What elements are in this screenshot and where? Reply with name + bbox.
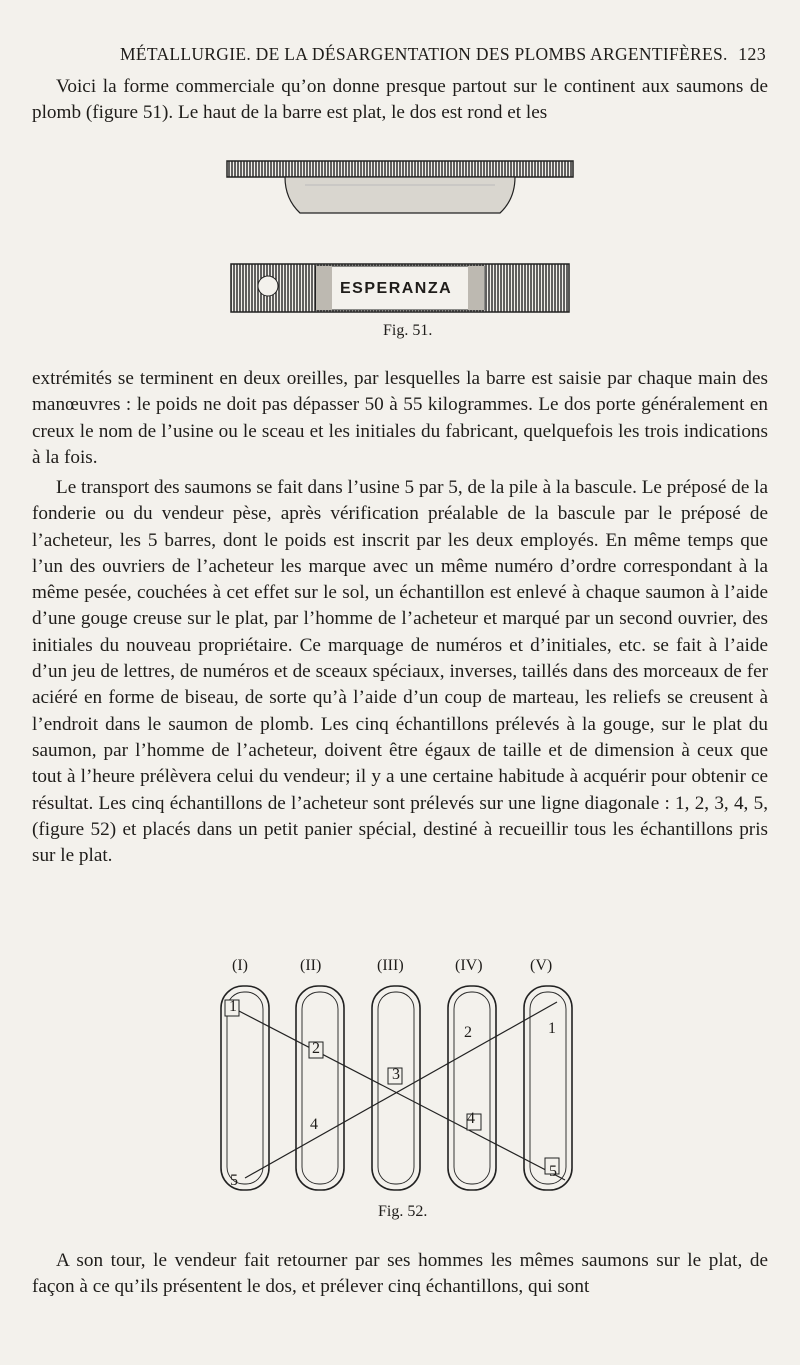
bar-3	[372, 986, 420, 1190]
right-number-4: 4	[467, 1110, 475, 1127]
figure-51-side-view	[225, 155, 575, 225]
sample-number-2: 2	[312, 1040, 320, 1057]
paragraph-1: Voici la forme commerciale qu’on donne presque partout sur le continent aux saumons de plomb (figure 51). Le haut de la barre est plat, le dos est rond et les	[32, 76, 768, 124]
sample-number-4: 4	[310, 1116, 318, 1133]
column-label-4: (IV)	[455, 957, 483, 974]
bar-1	[221, 986, 269, 1190]
column-label-5: (V)	[530, 957, 553, 974]
figure-52-caption: Fig. 52.	[378, 1203, 428, 1220]
sample-number-3: 3	[392, 1066, 400, 1083]
figure-51-stamp-text: ESPERANZA	[340, 280, 453, 297]
column-label-2: (II)	[300, 957, 322, 974]
sample-number-5: 5	[230, 1172, 238, 1189]
paragraph-4: A son tour, le vendeur fait retourner par ses hommes les mêmes saumons sur le plat, de façon à ce qu’ils présentent le dos, et prélever cinq échantillons, qui sont	[32, 1250, 768, 1298]
figure-51-caption: Fig. 51.	[383, 322, 433, 339]
right-number-2: 2	[464, 1024, 472, 1041]
seal-icon	[258, 276, 278, 296]
page-number: 123	[738, 44, 766, 64]
running-title: MÉTALLURGIE. DE LA DÉSARGENTATION DES PLOMBS ARGENTIFÈRES.	[120, 44, 728, 64]
bar-2	[296, 986, 344, 1190]
paragraph-3: Le transport des saumons se fait dans l’usine 5 par 5, de la pile à la bascule. Le préposé de la fonderie ou du vendeur pèse, après vérification préalable de la bascule par le préposé de l’acheteur, les 5 barres, dont le poids est inscrit par les deux employés. En même temps que l’un des ouvriers de l’acheteur les marque avec un même numéro d’ordre correspondant à la même pesée, couchées à cet effet sur le sol, un échantillon est enlevé à chaque saumon à l’aide d’une gouge creuse sur le plat, par l’homme de l’acheteur et marqué par un second ouvrier, des initiales du nouveau propriétaire. Ce marquage de numéros et d’initiales, etc. se fait à l’aide d’un jeu de lettres, de numéros et de sceaux spéciaux, inverses, taillés dans des morceaux de fer aciéré en forme de biseau, de sorte qu’à l’aide d’un coup de marteau, les reliefs se creusent à l’endroit dans le saumon de plomb. Les cinq échantillons prélevés à la gouge, sur le plat du saumon, par l’homme de l’acheteur, doivent être égaux de taille et de dimension à ceux que tout à l’heure prélèvera celui du vendeur; il y a une certaine habitude à acquérir pour obtenir ce résultat. Les cinq échantillons de l’acheteur sont prélevés sur une ligne diagonale : 1, 2, 3, 4, 5, (figure 52) et placés dans un petit panier spécial, destiné à recueillir tous les échantillons pris sur le plat.	[32, 477, 768, 867]
column-label-3: (III)	[377, 957, 404, 974]
bar-4	[448, 986, 496, 1190]
column-label-1: (I)	[232, 957, 248, 974]
paragraph-2: extrémités se terminent en deux oreilles, par lesquelles la barre est saisie par chaque main des manœuvres : le poids ne doit pas dépasser 50 à 55 kilogrammes. Le dos porte généralement en creux le nom de l’usine ou le sceau et les initiales du fabricant, quelquefois les trois indications à la fois.	[32, 368, 768, 468]
running-header	[120, 44, 766, 65]
figure-52-diagram	[215, 978, 585, 1198]
sample-number-1: 1	[229, 998, 237, 1015]
right-number-1: 1	[548, 1020, 556, 1037]
right-number-5: 5	[549, 1163, 557, 1180]
